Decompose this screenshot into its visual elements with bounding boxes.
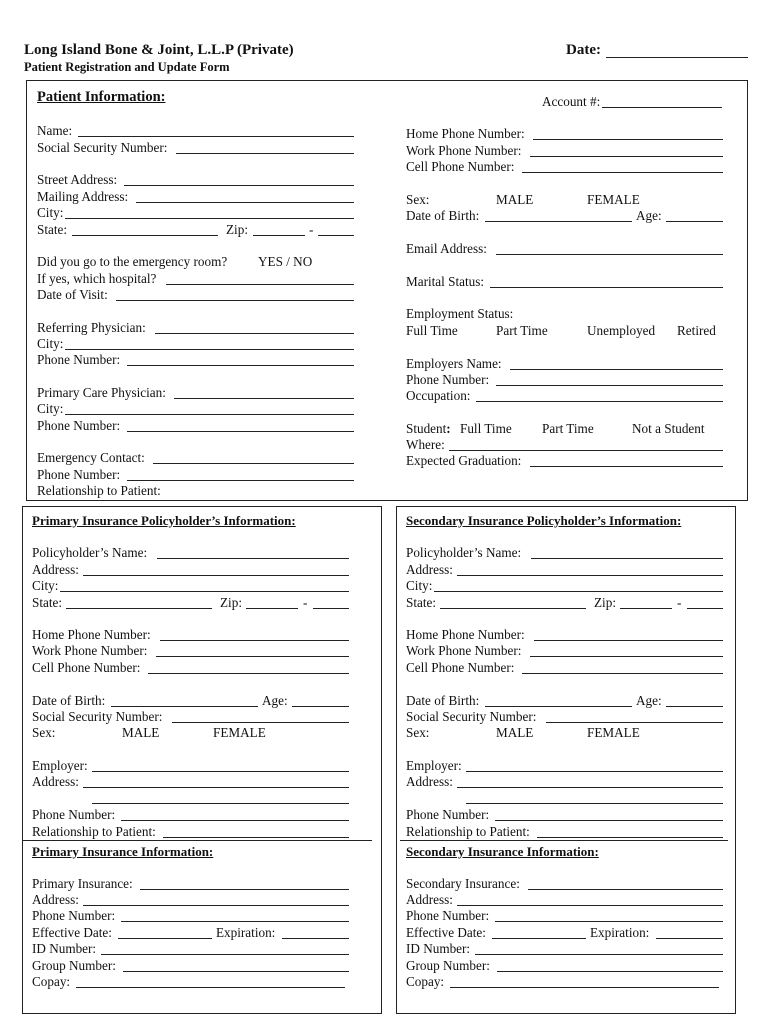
pi-group-field[interactable]: [123, 971, 349, 972]
pcp-field[interactable]: [174, 398, 354, 399]
ph-zip-dash: -: [303, 595, 308, 610]
sh-sex-label: Sex:: [406, 725, 430, 740]
where-label: Where:: [406, 437, 445, 452]
sh-name-label: Policyholder’s Name:: [406, 545, 522, 560]
secondary-insurance-title: Secondary Insurance Information:: [406, 844, 599, 859]
ph-relationship-field[interactable]: [163, 837, 349, 838]
marital-label: Marital Status:: [406, 274, 485, 289]
graduation-label: Expected Graduation:: [406, 453, 522, 468]
ec-phone-field[interactable]: [127, 480, 354, 481]
ph-city-field[interactable]: [60, 591, 349, 592]
pi-phone-label: Phone Number:: [32, 908, 116, 923]
date-field[interactable]: [606, 57, 748, 58]
name-field[interactable]: [78, 136, 354, 137]
si-insurance-label: Secondary Insurance:: [406, 876, 520, 891]
ph-dob-label: Date of Birth:: [32, 693, 106, 708]
sh-ssn-field[interactable]: [546, 722, 723, 723]
pi-id-field[interactable]: [101, 954, 349, 955]
home-phone-field[interactable]: [533, 139, 723, 140]
si-group-field[interactable]: [497, 971, 723, 972]
sh-emp-address-field[interactable]: [457, 787, 723, 788]
ph-state-field[interactable]: [66, 608, 212, 609]
email-label: Email Address:: [406, 241, 487, 256]
employer-name-label: Employers Name:: [406, 356, 502, 371]
ph-zip-field[interactable]: [246, 608, 298, 609]
si-copay-label: Copay:: [406, 974, 445, 989]
sh-home-phone-field[interactable]: [534, 640, 723, 641]
sh-relationship-field[interactable]: [537, 837, 723, 838]
sh-sex-male[interactable]: MALE: [496, 725, 534, 740]
si-expiration-field[interactable]: [656, 938, 723, 939]
ph-emp-address-field-2[interactable]: [92, 803, 349, 804]
pi-address-field[interactable]: [83, 905, 349, 906]
er-yes-no[interactable]: YES / NO: [258, 254, 313, 269]
ph-zip-label: Zip:: [220, 595, 242, 610]
dob-label: Date of Birth:: [406, 208, 480, 223]
sh-phone-field[interactable]: [495, 820, 723, 821]
form-title: Patient Registration and Update Form: [24, 60, 230, 74]
student-part-time[interactable]: Part Time: [542, 421, 594, 436]
ph-phone-field[interactable]: [121, 820, 349, 821]
not-student[interactable]: Not a Student: [632, 421, 705, 436]
ph-employer-label: Employer:: [32, 758, 88, 773]
ph-emp-address-field[interactable]: [83, 787, 349, 788]
pi-copay-field[interactable]: [76, 987, 345, 988]
sh-zip-dash: -: [677, 595, 682, 610]
sh-city-field[interactable]: [434, 591, 723, 592]
si-effective-field[interactable]: [492, 938, 586, 939]
sh-emp-address-label: Address:: [406, 774, 453, 789]
emergency-contact-label: Emergency Contact:: [37, 450, 145, 465]
si-address-field[interactable]: [457, 905, 723, 906]
sh-employer-field[interactable]: [466, 771, 723, 772]
ph-address-field[interactable]: [83, 575, 349, 576]
account-field[interactable]: [602, 107, 722, 108]
sh-relationship-label: Relationship to Patient:: [406, 824, 530, 839]
si-phone-field[interactable]: [495, 921, 723, 922]
pi-phone-field[interactable]: [121, 921, 349, 922]
sh-home-phone-label: Home Phone Number:: [406, 627, 525, 642]
si-id-field[interactable]: [475, 954, 723, 955]
sh-dob-label: Date of Birth:: [406, 693, 480, 708]
sex-female-option[interactable]: FEMALE: [587, 192, 640, 207]
practice-name: Long Island Bone & Joint, L.L.P (Private): [24, 42, 294, 58]
dob-field[interactable]: [485, 221, 632, 222]
employment-retired[interactable]: Retired: [677, 323, 716, 338]
emergency-contact-field[interactable]: [153, 463, 354, 464]
primary-holder-title: Primary Insurance Policyholder’s Information:: [32, 513, 296, 528]
sh-cell-phone-label: Cell Phone Number:: [406, 660, 515, 675]
ref-physician-field[interactable]: [155, 333, 354, 334]
si-insurance-field[interactable]: [528, 889, 723, 890]
ph-employer-field[interactable]: [92, 771, 349, 772]
sex-label: Sex:: [406, 192, 430, 207]
pi-effective-field[interactable]: [118, 938, 212, 939]
ph-age-label: Age:: [262, 693, 288, 708]
si-copay-field[interactable]: [450, 987, 719, 988]
pcp-city-field[interactable]: [65, 414, 354, 415]
ph-ssn-field[interactable]: [172, 722, 349, 723]
sh-address-label: Address:: [406, 562, 453, 577]
home-phone-label: Home Phone Number:: [406, 126, 525, 141]
state-field[interactable]: [72, 235, 218, 236]
ssn-field[interactable]: [176, 153, 354, 154]
pi-group-label: Group Number:: [32, 958, 116, 973]
employer-name-field[interactable]: [510, 369, 723, 370]
si-phone-label: Phone Number:: [406, 908, 490, 923]
account-label: Account #:: [542, 94, 601, 109]
ph-sex-label: Sex:: [32, 725, 56, 740]
state-label: State:: [37, 222, 68, 237]
employment-part-time[interactable]: Part Time: [496, 323, 548, 338]
sh-city-label: City:: [406, 578, 433, 593]
primary-divider: [22, 840, 372, 841]
city-label: City:: [37, 205, 64, 220]
hospital-field[interactable]: [166, 284, 354, 285]
ph-zip-ext-field[interactable]: [313, 608, 349, 609]
ref-phone-field[interactable]: [127, 365, 354, 366]
ph-name-label: Policyholder’s Name:: [32, 545, 148, 560]
sh-dob-field[interactable]: [485, 706, 632, 707]
ph-cell-phone-label: Cell Phone Number:: [32, 660, 141, 675]
pi-insurance-field[interactable]: [140, 889, 349, 890]
sh-work-phone-label: Work Phone Number:: [406, 643, 522, 658]
patient-section-title: Patient Information:: [37, 89, 166, 105]
pi-copay-label: Copay:: [32, 974, 71, 989]
si-address-label: Address:: [406, 892, 453, 907]
ph-city-label: City:: [32, 578, 59, 593]
ref-city-field[interactable]: [65, 349, 354, 350]
employment-full-time[interactable]: Full Time: [406, 323, 458, 338]
pi-id-label: ID Number:: [32, 941, 97, 956]
ph-address-label: Address:: [32, 562, 79, 577]
sh-address-field[interactable]: [457, 575, 723, 576]
ph-state-label: State:: [32, 595, 63, 610]
sh-ssn-label: Social Security Number:: [406, 709, 537, 724]
ph-name-field[interactable]: [157, 558, 349, 559]
pcp-phone-label: Phone Number:: [37, 418, 121, 433]
street-field[interactable]: [124, 185, 354, 186]
marital-field[interactable]: [490, 287, 723, 288]
cell-phone-label: Cell Phone Number:: [406, 159, 515, 174]
mailing-field[interactable]: [136, 202, 354, 203]
student-label: Student:: [406, 421, 451, 436]
visit-date-label: Date of Visit:: [37, 287, 108, 302]
sex-male-option[interactable]: MALE: [496, 192, 534, 207]
sh-zip-label: Zip:: [594, 595, 616, 610]
where-field[interactable]: [449, 450, 723, 451]
hospital-label: If yes, which hospital?: [37, 271, 157, 286]
visit-date-field[interactable]: [116, 300, 354, 301]
date-label: Date:: [566, 42, 601, 58]
sh-state-label: State:: [406, 595, 437, 610]
pcp-label: Primary Care Physician:: [37, 385, 166, 400]
employment-unemployed[interactable]: Unemployed: [587, 323, 656, 338]
secondary-holder-title: Secondary Insurance Policyholder’s Information:: [406, 513, 682, 528]
work-phone-field[interactable]: [530, 156, 723, 157]
sh-sex-female[interactable]: FEMALE: [587, 725, 640, 740]
ph-work-phone-field[interactable]: [156, 656, 349, 657]
er-question: Did you go to the emergency room?: [37, 254, 228, 269]
student-full-time[interactable]: Full Time: [460, 421, 512, 436]
si-id-label: ID Number:: [406, 941, 471, 956]
pi-insurance-label: Primary Insurance:: [32, 876, 133, 891]
city-field[interactable]: [65, 218, 354, 219]
pi-effective-label: Effective Date:: [32, 925, 112, 940]
ph-sex-male[interactable]: MALE: [122, 725, 160, 740]
work-phone-label: Work Phone Number:: [406, 143, 522, 158]
ph-emp-address-label: Address:: [32, 774, 79, 789]
ph-ssn-label: Social Security Number:: [32, 709, 163, 724]
ref-phone-label: Phone Number:: [37, 352, 121, 367]
age-label: Age:: [636, 208, 662, 223]
occupation-field[interactable]: [476, 401, 723, 402]
ph-age-field[interactable]: [292, 706, 349, 707]
employment-status-label: Employment Status:: [406, 306, 514, 321]
pi-expiration-label: Expiration:: [216, 925, 276, 940]
primary-insurance-title: Primary Insurance Information:: [32, 844, 214, 859]
cell-phone-field[interactable]: [522, 172, 723, 173]
employer-phone-field[interactable]: [496, 385, 723, 386]
graduation-field[interactable]: [530, 466, 723, 467]
zip-field[interactable]: [253, 235, 305, 236]
relationship-label: Relationship to Patient:: [37, 483, 161, 498]
pcp-city-label: City:: [37, 401, 64, 416]
sh-age-field[interactable]: [666, 706, 723, 707]
ph-relationship-label: Relationship to Patient:: [32, 824, 156, 839]
ref-city-label: City:: [37, 336, 64, 351]
street-label: Street Address:: [37, 172, 118, 187]
zip-label: Zip:: [226, 222, 248, 237]
sh-zip-field[interactable]: [620, 608, 672, 609]
ph-phone-label: Phone Number:: [32, 807, 116, 822]
sh-cell-phone-field[interactable]: [522, 673, 723, 674]
ph-work-phone-label: Work Phone Number:: [32, 643, 148, 658]
pcp-phone-field[interactable]: [127, 431, 354, 432]
ph-sex-female[interactable]: FEMALE: [213, 725, 266, 740]
mailing-label: Mailing Address:: [37, 189, 129, 204]
zip-ext-field[interactable]: [318, 235, 354, 236]
sh-age-label: Age:: [636, 693, 662, 708]
si-expiration-label: Expiration:: [590, 925, 650, 940]
name-label: Name:: [37, 123, 73, 138]
ph-home-phone-field[interactable]: [160, 640, 349, 641]
sh-employer-label: Employer:: [406, 758, 462, 773]
occupation-label: Occupation:: [406, 388, 471, 403]
zip-dash: -: [309, 222, 314, 237]
secondary-divider: [400, 840, 728, 841]
ref-physician-label: Referring Physician:: [37, 320, 146, 335]
sh-emp-address-field-2[interactable]: [466, 803, 723, 804]
ph-cell-phone-field[interactable]: [148, 673, 349, 674]
employer-phone-label: Phone Number:: [406, 372, 490, 387]
sh-state-field[interactable]: [440, 608, 586, 609]
si-effective-label: Effective Date:: [406, 925, 486, 940]
si-group-label: Group Number:: [406, 958, 490, 973]
sh-zip-ext-field[interactable]: [687, 608, 723, 609]
age-field[interactable]: [666, 221, 723, 222]
pi-expiration-field[interactable]: [282, 938, 349, 939]
ph-home-phone-label: Home Phone Number:: [32, 627, 151, 642]
ec-phone-label: Phone Number:: [37, 467, 121, 482]
sh-phone-label: Phone Number:: [406, 807, 490, 822]
email-field[interactable]: [496, 254, 723, 255]
pi-address-label: Address:: [32, 892, 79, 907]
sh-name-field[interactable]: [531, 558, 723, 559]
ssn-label: Social Security Number:: [37, 140, 168, 155]
sh-work-phone-field[interactable]: [530, 656, 723, 657]
ph-dob-field[interactable]: [111, 706, 258, 707]
